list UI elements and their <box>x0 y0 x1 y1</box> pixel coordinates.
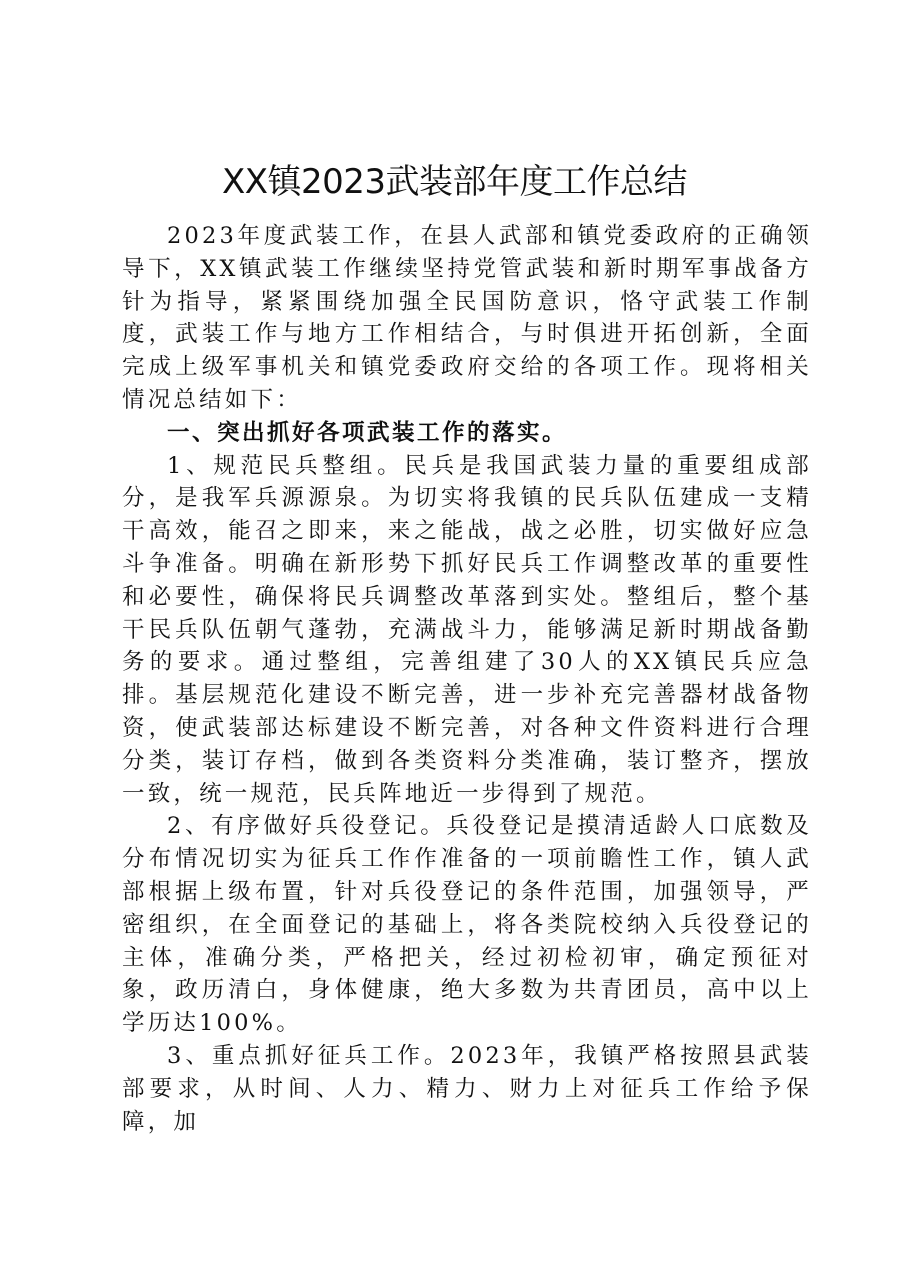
paragraph-item-2: 2、有序做好兵役登记。兵役登记是摸清适龄人口底数及分布情况切实为征兵工作作准备的一项前瞻性工作，镇人武部根据上级布置，针对兵役登记的条件范围，加强领导，严密组织，在全面登记的基础上，将各类院校纳入兵役登记的主体，准确分类，严格把关，经过初检初审，确定预征对象，政历清白，身体健康，绝大多数为共青团员，高中以上学历达100%。 <box>122 813 812 1037</box>
document-title: XX镇2023武装部年度工作总结 <box>221 162 688 202</box>
paragraph-item-3: 3、重点抓好征兵工作。2023年，我镇严格按照县武装部要求，从时间、人力、精力、财力上对征兵工作给予保障，加 <box>122 1042 812 1135</box>
paragraph-item-1: 1、规范民兵整组。民兵是我国武装力量的重要组成部分，是我军兵源源泉。为切实将我镇的民兵队伍建成一支精干高效，能召之即来，来之能战，战之必胜，切实做好应急斗争准备。明确在新形势下抓好民兵工作调整改革的重要性和必要性，确保将民兵调整改革落到实处。整组后，整个基干民兵队伍朝气蓬勃，充满战斗力，能够满足新时期战备勤务的要求。通过整组，完善组建了30人的XX镇民兵应急排。基层规范化建设不断完善，进一步补充完善器材战备物资，使武装部达标建设不断完善，对各种文件资料进行合理分类，装订存档，做到各类资料分类准确，装订整齐，摆放一致，统一规范，民兵阵地近一步得到了规范。 <box>122 452 812 807</box>
intro-paragraph: 2023年度武装工作，在县人武部和镇党委政府的正确领导下，XX镇武装工作继续坚持党管武装和新时期军事战备方针为指导，紧紧围绕加强全民国防意识，恪守武装工作制度，武装工作与地方工作相结合，与时俱进开拓创新，全面完成上级军事机关和镇党委政府交给的各项工作。现将相关情况总结如下： <box>122 223 812 413</box>
section-heading-1: 一、突出抓好各项武装工作的落实。 <box>167 419 568 446</box>
document-body <box>122 220 812 1138</box>
